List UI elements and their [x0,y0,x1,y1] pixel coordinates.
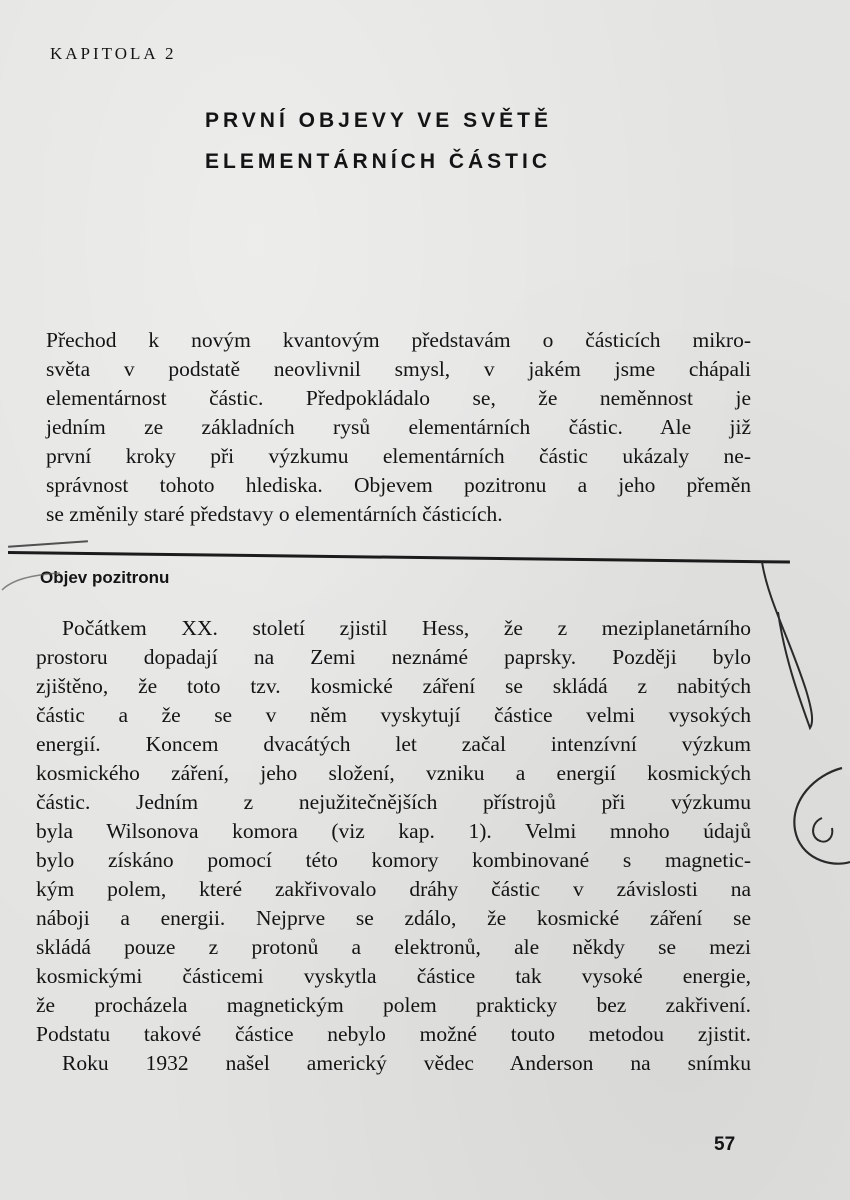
text-line: náboji a energii. Nejprve se zdálo, že kosmické záření se [36,906,751,930]
text-line: skládá pouze z protonů a elektronů, ale někdy se mezi [36,935,751,959]
chapter-title [205,100,725,182]
text-line: energií. Koncem dvacátých let začal intenzívní výzkum [36,732,751,756]
text-line: Přechod k novým kvantovým představám o částicích mikro- [46,328,751,352]
text-line: kosmickými částicemi vyskytla částice tak vysoké energie, [36,964,751,988]
text-line: světa v podstatě neovlivnil smysl, v jakém jsme chápali [46,357,751,381]
text-line: elementárnost částic. Předpokládalo se, že neměnnost je [46,386,751,410]
text-line: první kroky při výzkumu elementárních částic ukázaly ne- [46,444,751,468]
body-paragraph [36,614,751,1078]
text-line: částic a že se v něm vyskytují částice velmi vysokých [36,703,751,727]
text-line: Roku 1932 našel americký vědec Anderson na snímku [62,1051,751,1075]
text-line: že procházela magnetickým polem prakticky bez zakřivení. [36,993,751,1017]
intro-paragraph [36,326,751,529]
text-line: prostoru dopadají na Zemi neznámé paprsky. Později bylo [36,645,751,669]
page-number: 57 [714,1134,736,1155]
text-line: zjištěno, že toto tzv. kosmické záření se skládá z nabitých [36,674,751,698]
text-line: kým polem, které zakřivovalo dráhy částic v závislosti na [36,877,751,901]
chapter-title-line-2: ELEMENTÁRNÍCH ČÁSTIC [205,150,551,173]
text-line: byla Wilsonova komora (viz kap. 1). Velmi mnoho údajů [36,819,751,843]
text-line: Počátkem XX. století zjistil Hess, že z meziplanetárního [62,616,751,640]
text-line: částic. Jedním z nejužitečnějších přístrojů při výzkumu [36,790,751,814]
text-line: bylo získáno pomocí této komory kombinované s magnetic- [36,848,751,872]
text-line: správnost tohoto hlediska. Objevem pozitronu a jeho přeměn [46,473,751,497]
chapter-label: KAPITOLA 2 [50,44,177,63]
chapter-title-line-1: PRVNÍ OBJEVY VE SVĚTĚ [205,109,552,132]
text-line: kosmického záření, jeho složení, vzniku a energií kosmických [36,761,751,785]
text-line: jedním ze základních rysů elementárních částic. Ale již [46,415,751,439]
text-line: se změnily staré představy o elementárních částicích. [46,502,503,526]
text-line: Podstatu takové částice nebylo možné touto metodou zjistit. [36,1022,751,1046]
section-heading: Objev pozitronu [40,568,170,587]
